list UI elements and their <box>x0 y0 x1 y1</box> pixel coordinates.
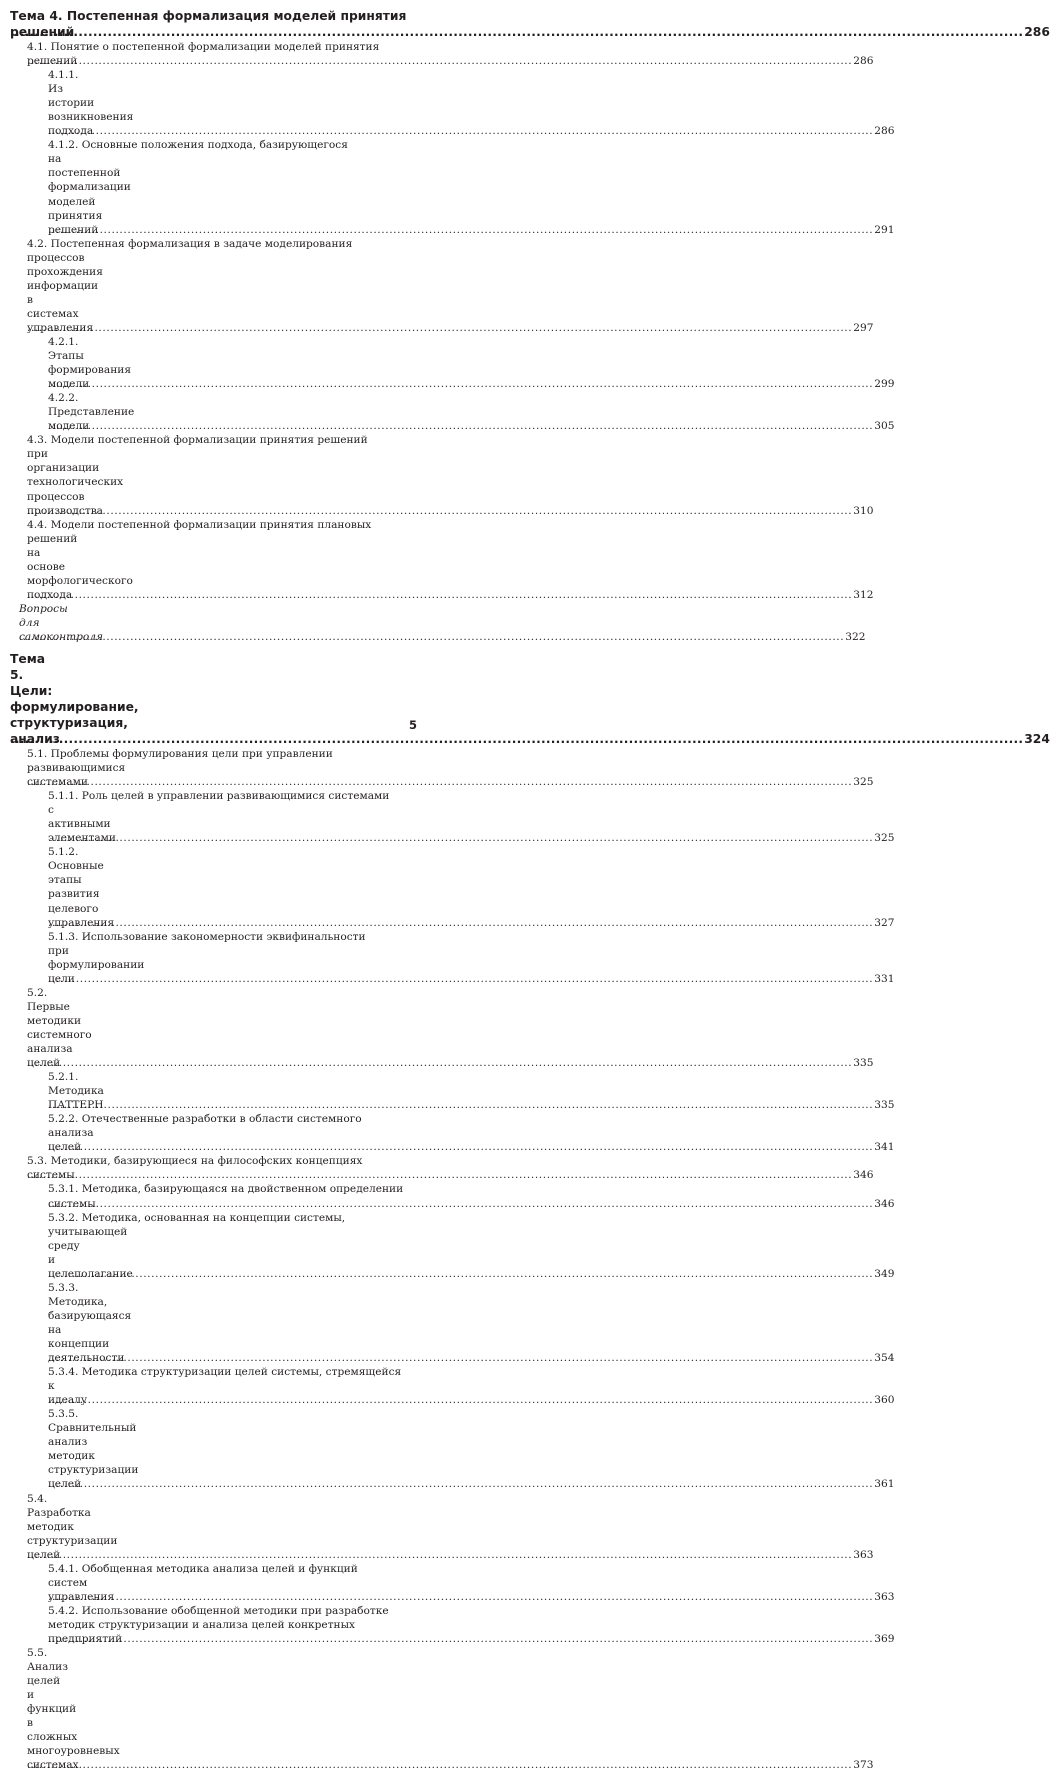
toc-entry-title: 5.1.3. Использование закономерности эквифинальности <box>48 930 366 943</box>
toc-page-number: 331 <box>874 972 895 985</box>
toc-entry[interactable]: 4.3. Модели постепенной формализации принятия решений при организации технологических процессов производства ..... 310 <box>10 433 413 517</box>
dot-leader <box>48 1351 873 1365</box>
toc-entry[interactable]: 5.3.5. Сравнительный анализ методик структуризации целей ..... 361 <box>10 1407 413 1491</box>
dot-leader <box>27 1056 852 1070</box>
toc-page-number: 363 <box>874 1590 895 1603</box>
dot-leader <box>27 588 852 602</box>
toc-entry-title: Тема 4. Постепенная формализация моделей принятия <box>10 9 407 23</box>
toc-entry-title: 4.1.2. Основные положения подхода, базирующегося <box>48 139 348 152</box>
toc-entry[interactable]: 5.4.2. Использование обобщенной методики при разработке методик структуризации и анализа целей конкретных предприятий ..... 369 <box>10 1604 413 1646</box>
toc-entry-title: методик структуризации и анализа целей конкретных <box>48 1618 356 1631</box>
dot-leader <box>48 1477 873 1491</box>
dot-leader <box>48 1140 873 1154</box>
toc-page-number: 312 <box>853 588 874 601</box>
toc-page-number: 286 <box>853 55 874 68</box>
toc-entry-title: 5.3.2. Методика, основанная на концепции системы, <box>48 1211 346 1224</box>
toc-entry-title: 5.1.1. Роль целей в управлении развивающимися системами <box>48 790 390 803</box>
toc-entry-title: 4.3. Модели постепенной формализации принятия решений <box>27 434 368 447</box>
toc-entry[interactable]: 4.2.1. Этапы формирования модели ..... 299 <box>10 335 413 391</box>
toc-page-number: 373 <box>853 1759 874 1772</box>
dot-leader <box>48 972 873 986</box>
toc-page-number: 305 <box>874 420 895 433</box>
toc-entry-title: 5.3. Методики, базирующиеся на философских концепциях <box>27 1155 363 1168</box>
dot-leader <box>27 1168 852 1182</box>
toc-page-number: 310 <box>853 504 874 517</box>
toc-entry-title: 5.4.2. Использование обобщенной методики при разработке <box>48 1604 389 1617</box>
table-of-contents <box>10 8 1050 1772</box>
toc-entry[interactable]: 5.4. Разработка методик структуризации целей ..... 363 <box>10 1492 413 1562</box>
toc-page-number: 346 <box>853 1169 874 1182</box>
dot-leader <box>48 419 873 433</box>
toc-entry[interactable]: 5.3.3. Методика, базирующаяся на концепции деятельности ..... 354 <box>10 1281 413 1365</box>
dot-leader <box>27 1758 852 1772</box>
toc-entry[interactable]: 5.3.2. Методика, основанная на концепции системы, учитывающей среду и целеполагание ..... 349 <box>10 1211 413 1281</box>
toc-page-number: 322 <box>845 630 866 643</box>
dot-leader <box>48 1590 873 1604</box>
toc-entry-title: 4.4. Модели постепенной формализации принятия плановых <box>27 518 372 531</box>
toc-page-number: 369 <box>874 1632 895 1645</box>
dot-leader <box>27 54 852 68</box>
toc-page-number: 363 <box>853 1548 874 1561</box>
toc-entry[interactable]: 5.2.2. Отечественные разработки в области системного анализа целей ..... 341 <box>10 1112 413 1154</box>
toc-entry-title: 5.3.1. Методика, базирующаяся на двойственном определении <box>48 1183 404 1196</box>
dot-leader <box>48 916 873 930</box>
dot-leader <box>48 1197 873 1211</box>
dot-leader <box>10 731 1023 747</box>
toc-page-number: 286 <box>1024 25 1050 39</box>
toc-entry[interactable]: 5.3.4. Методика структуризации целей системы, стремящейся к идеалу ..... 360 <box>10 1365 413 1407</box>
toc-entry-title: 5.3.4. Методика структуризации целей системы, стремящейся <box>48 1366 402 1379</box>
toc-page-number: 346 <box>874 1197 895 1210</box>
toc-page-number: 297 <box>853 321 874 334</box>
chapter-heading[interactable]: Тема 5. Цели: формулирование, структуризация, анализ ..... 324 <box>10 651 413 747</box>
toc-entry-title: 4.2. Постепенная формализация в задаче моделирования <box>27 237 353 250</box>
toc-entry[interactable]: 4.4. Модели постепенной формализации принятия плановых решений на основе морфологического подхода ..... 312 <box>10 518 413 602</box>
dot-leader <box>48 124 873 138</box>
toc-entry[interactable]: 5.2.1. Методика ПАТТЕРН ..... 335 <box>10 1070 413 1112</box>
toc-entry[interactable]: 5.1. Проблемы формулирования цели при управлении развивающимися системами ..... 325 <box>10 747 413 789</box>
toc-entry[interactable]: 5.1.2. Основные этапы развития целевого управления ..... 327 <box>10 845 413 929</box>
toc-entry-title: 5.2.2. Отечественные разработки в области системного <box>48 1113 362 1126</box>
toc-entry[interactable]: 5.3. Методики, базирующиеся на философских концепциях системы ..... 346 <box>10 1154 413 1182</box>
dot-leader <box>48 1632 873 1646</box>
toc-page-number: 324 <box>1024 732 1050 747</box>
toc-entry[interactable]: 4.2. Постепенная формализация в задаче моделирования процессов прохождения информации в системах управления ..... 297 <box>10 237 413 335</box>
dot-leader <box>27 504 852 518</box>
dot-leader <box>27 1548 852 1562</box>
dot-leader <box>27 321 852 335</box>
toc-entry[interactable]: 4.1.1. Из истории возникновения подхода ..... 286 <box>10 68 413 138</box>
toc-entry[interactable]: 4.1.2. Основные положения подхода, базирующегося на постепенной формализации моделей принятия решений ..... 291 <box>10 138 413 236</box>
toc-page-number: 286 <box>874 125 895 138</box>
toc-entry[interactable]: 5.3.1. Методика, базирующаяся на двойственном определении системы ..... 346 <box>10 1182 413 1210</box>
toc-entry[interactable]: 5.4.1. Обобщенная методика анализа целей и функций систем управления ..... 363 <box>10 1562 413 1604</box>
toc-entry[interactable]: 5.2. Первые методики системного анализа целей ..... 335 <box>10 986 413 1070</box>
chapter-gap <box>10 644 413 651</box>
toc-page-number: 325 <box>874 832 895 845</box>
toc-page-number: 335 <box>853 1057 874 1070</box>
toc-page-number: 361 <box>874 1478 895 1491</box>
page-number: 5 <box>408 718 417 732</box>
dot-leader <box>48 1098 873 1112</box>
dot-leader <box>48 223 873 237</box>
toc-entry[interactable]: 5.5. Анализ целей и функций в сложных многоуровневых системах ..... 373 <box>10 1646 413 1772</box>
toc-page-number: 360 <box>874 1394 895 1407</box>
toc-page-number: 354 <box>874 1352 895 1365</box>
dot-leader <box>10 24 1023 40</box>
dot-leader <box>27 775 852 789</box>
toc-page-number: 299 <box>874 378 895 391</box>
dot-leader <box>48 1267 873 1281</box>
toc-entry[interactable]: 5.1.3. Использование закономерности эквифинальности при формулировании цели ..... 331 <box>10 930 413 986</box>
toc-page-number: 291 <box>874 223 895 236</box>
toc-page-number: 335 <box>874 1099 895 1112</box>
toc-entry[interactable]: 4.2.2. Представление модели ..... 305 <box>10 391 413 433</box>
dot-leader <box>48 377 873 391</box>
toc-entry-title: 5.4.1. Обобщенная методика анализа целей и функций <box>48 1562 358 1575</box>
toc-page-number: 325 <box>853 776 874 789</box>
dot-leader <box>19 630 844 644</box>
dot-leader <box>48 831 873 845</box>
toc-entry[interactable]: Вопросы для самоконтроля ..... 322 <box>10 602 413 644</box>
toc-entry[interactable]: 5.1.1. Роль целей в управлении развивающимися системами с активными элементами ..... 325 <box>10 789 413 845</box>
toc-page-number: 341 <box>874 1141 895 1154</box>
toc-page-number: 327 <box>874 916 895 929</box>
toc-entry-title: 4.1. Понятие о постепенной формализации моделей принятия <box>27 41 380 53</box>
toc-entry-title: 5.1. Проблемы формулирования цели при управлении <box>27 748 333 761</box>
chapter-heading[interactable]: Тема 4. Постепенная формализация моделей принятия решений ..... 286 <box>10 8 413 40</box>
dot-leader <box>48 1393 873 1407</box>
toc-page-number: 349 <box>874 1267 895 1280</box>
toc-entry[interactable]: 4.1. Понятие о постепенной формализации моделей принятия решений ..... 286 <box>10 40 413 68</box>
